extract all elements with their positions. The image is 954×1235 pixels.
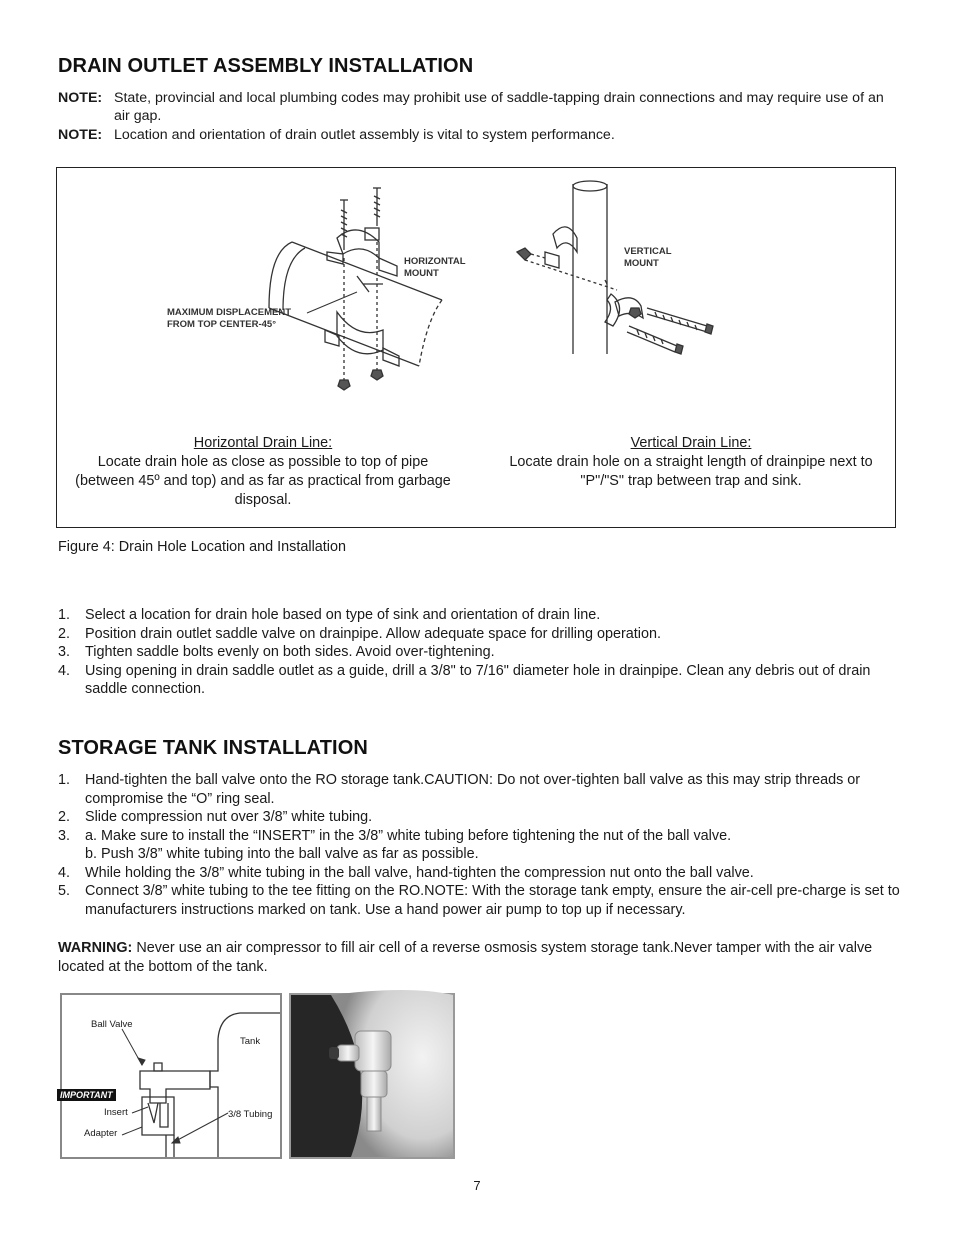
step-text: Hand-tighten the ball valve onto the RO storage tank.CAUTION: Do not over-tighten ball valve as this may strip threads or compromise the “O” ring seal. [85, 772, 861, 807]
step-number: 3. [58, 644, 71, 660]
step-text: Position drain outlet saddle valve on drainpipe. Allow adequate space for drilling operation. [85, 625, 661, 642]
figure-4-box [56, 167, 896, 528]
list-item [58, 882, 900, 919]
step-number: 5. [58, 883, 71, 899]
important-badge: IMPORTANT [57, 1089, 116, 1101]
step-number: 4. [58, 864, 71, 881]
warning-paragraph [58, 939, 900, 976]
list-item [58, 662, 900, 699]
list-item [58, 864, 900, 883]
warning-label: WARNING: [58, 940, 133, 956]
vertical-mount-illustration [497, 176, 757, 361]
step-text: a. Make sure to install the “INSERT” in the 3/8” white tubing before tightening the nut of the ball valve. [85, 827, 732, 844]
horizontal-caption [75, 434, 451, 510]
tank-label: Tank [240, 1036, 261, 1047]
displacement-label: MAXIMUM DISPLACEMENT [167, 307, 292, 318]
step-text: Slide compression nut over 3/8” white tubing. [85, 809, 373, 825]
adapter-label: Adapter [84, 1128, 118, 1139]
insert-label: Insert [104, 1107, 128, 1118]
horizontal-mount-label: HORIZONTAL [404, 256, 466, 267]
tank-valve-photo [289, 993, 455, 1159]
step-number: 3. [58, 827, 71, 844]
list-item [58, 625, 900, 644]
note-label: NOTE: [58, 127, 103, 143]
step-number: 1. [58, 607, 71, 623]
list-item [58, 606, 900, 625]
vertical-caption [487, 434, 895, 491]
step-text: Select a location for drain hole based on type of sink and orientation of drain line. [85, 607, 601, 623]
horizontal-caption-body: Locate drain hole as close as possible to top of pipe (between 45º and top) and as far as practical from garbage disposal. [75, 454, 451, 508]
note-text: State, provincial and local plumbing codes may prohibit use of saddle-tapping drain connections and may require use of an air gap. [114, 90, 884, 124]
section-title-tank: STORAGE TANK INSTALLATION [58, 737, 368, 759]
note-label: NOTE: [58, 90, 103, 106]
vertical-mount-label: MOUNT [624, 258, 659, 269]
drain-steps-list [58, 606, 900, 699]
horizontal-caption-head: Horizontal Drain Line: [193, 435, 333, 451]
step-number: 2. [58, 625, 71, 642]
list-item [58, 771, 900, 808]
vertical-caption-body: Locate drain hole on a straight length of drainpipe next to "P"/"S" trap between trap and sink. [509, 454, 873, 489]
warning-text: Never use an air compressor to fill air cell of a reverse osmosis system storage tank.Never tamper with the air valve located at the bottom of the tank. [58, 940, 873, 975]
step-text: b. Push 3/8” white tubing into the ball valve as far as possible. [85, 846, 479, 862]
page-number: 7 [473, 1178, 481, 1193]
step-text: Connect 3/8” white tubing to the tee fitting on the RO.NOTE: With the storage tank empty, ensure the air-cell pre-charge is set to manufacturers instructions marked on tank. Use a hand power air pump to top up if necessary. [85, 883, 900, 918]
ball-valve-label: Ball Valve [91, 1019, 133, 1030]
tank-steps-list [58, 771, 900, 919]
step-number: 4. [58, 662, 71, 679]
note-text: Location and orientation of drain outlet assembly is vital to system performance. [114, 127, 615, 143]
vertical-caption-head: Vertical Drain Line: [630, 435, 752, 451]
list-item [58, 808, 900, 827]
tubing-label: 3/8 Tubing [228, 1109, 273, 1120]
section-title-drain: DRAIN OUTLET ASSEMBLY INSTALLATION [58, 55, 474, 77]
displacement-label: FROM TOP CENTER-45° [167, 319, 277, 330]
vertical-mount-label: VERTICAL [624, 246, 672, 257]
horizontal-mount-illustration [157, 180, 466, 405]
tank-diagram [60, 993, 282, 1159]
tank-photo-shapes [291, 995, 453, 1157]
step-text: Using opening in drain saddle outlet as a guide, drill a 3/8" to 7/16" diameter hole in drainpipe. Clean any debris out of drain saddle connection. [85, 662, 871, 697]
step-text: Tighten saddle bolts evenly on both sides. Avoid over-tightening. [85, 644, 495, 660]
step-text: While holding the 3/8” white tubing in the ball valve, hand-tighten the compression nut onto the ball valve. [85, 864, 754, 881]
step-number: 2. [58, 809, 71, 825]
list-item [58, 827, 900, 864]
note-orientation [58, 126, 900, 144]
step-number: 1. [58, 772, 71, 788]
list-item [58, 643, 900, 662]
horizontal-mount-label: MOUNT [404, 268, 439, 279]
figure-caption: Figure 4: Drain Hole Location and Installation [58, 539, 346, 555]
note-plumbing-codes [58, 89, 900, 125]
